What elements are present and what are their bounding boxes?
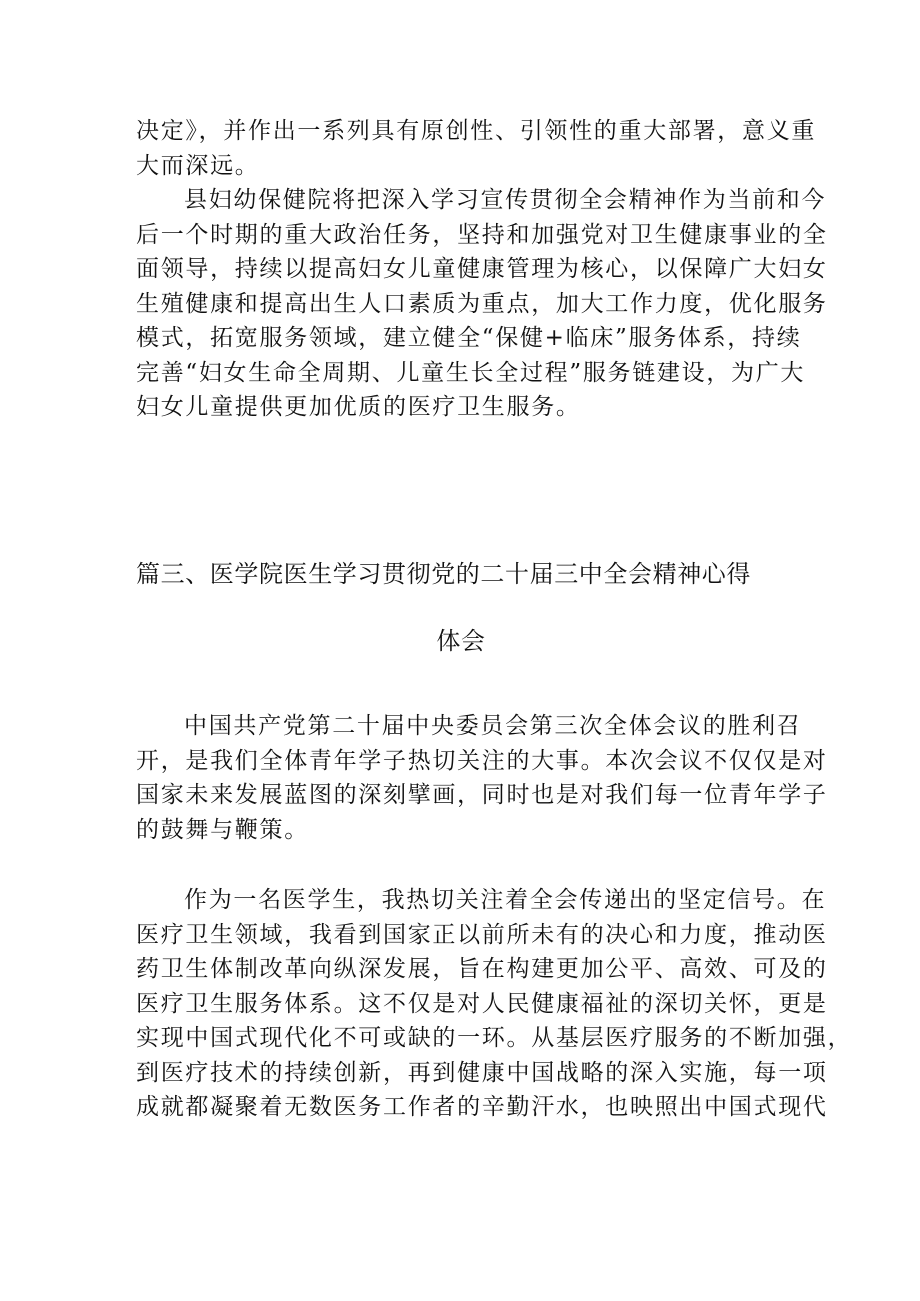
text-line: 药卫生体制改革向纵深发展，旨在构建更加公平、高效、可及的	[136, 956, 828, 982]
text-line: 实现中国式现代化不可或缺的一环。从基层医疗服务的不断加强，	[136, 1025, 853, 1051]
text-line: 的鼓舞与鞭策。	[136, 816, 309, 843]
text-line: 后一个时期的重大政治任务，坚持和加强党对卫生健康事业的全	[136, 221, 828, 248]
text-line: 中国共产党第二十届中央委员会第三次全体会议的胜利召	[184, 713, 802, 739]
section-heading-line-1: 篇三、医学院医生学习贯彻党的二十届三中全会精神心得	[136, 560, 751, 588]
text-line: 成就都凝聚着无数医务工作者的辛勤汗水，也映照出中国式现代	[136, 1094, 828, 1120]
text-line: 面领导，持续以提高妇女儿童健康管理为核心，以保障广大妇女	[136, 256, 828, 282]
paragraph-continuation	[136, 114, 817, 183]
text-line: 模式，拓宽服务领域，建立健全“保健+临床”服务体系，持续	[136, 325, 802, 351]
text-line: 生殖健康和提高出生人口素质为重点，加大工作力度，优化服务	[136, 290, 828, 317]
section-heading-line-2: 体会	[436, 627, 486, 655]
text-line: 县妇幼保健院将把深入学习宣传贯彻全会精神作为当前和今	[184, 187, 827, 213]
text-line: 医疗卫生领域，我看到国家正以前所未有的决心和力度，推动医	[136, 921, 828, 948]
text-line: 作为一名医学生，我热切关注着全会传递出的坚定信号。在	[184, 887, 827, 913]
text-line: 到医疗技术的持续创新，再到健康中国战略的深入实施，每一项	[136, 1059, 828, 1086]
text-line: 大而深远。	[136, 152, 260, 179]
text-line: 完善“妇女生命全周期、儿童生长全过程”服务链建设，为广大	[136, 359, 806, 386]
section-heading	[136, 557, 784, 658]
text-line: 决定》，并作出一系列具有原创性、引领性的重大部署，意义重	[136, 118, 817, 144]
text-line: 国家未来发展蓝图的深刻擘画，同时也是对我们每一位青年学子	[136, 782, 828, 808]
paragraph-plenary-session	[136, 709, 828, 847]
paragraph-maternal-child-hospital	[136, 183, 828, 425]
text-line: 妇女儿童提供更加优质的医疗卫生服务。	[136, 394, 581, 420]
text-line: 开，是我们全体青年学子热切关注的大事。本次会议不仅仅是对	[136, 747, 828, 774]
text-line: 医疗卫生服务体系。这不仅是对人民健康福祉的深切关怀，更是	[136, 990, 828, 1017]
paragraph-medical-student	[136, 883, 853, 1125]
